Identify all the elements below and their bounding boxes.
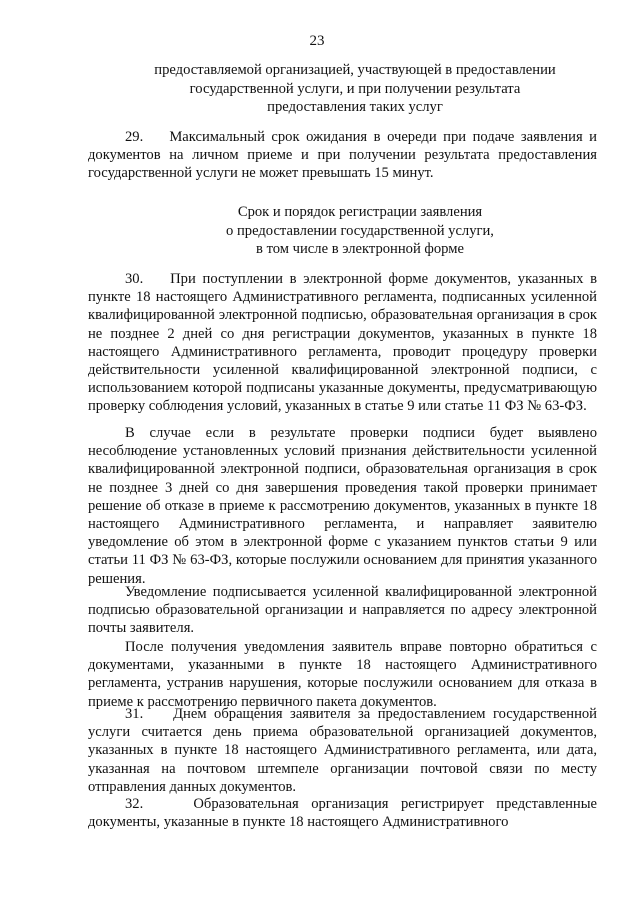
section-heading-continued [120,61,590,117]
heading-line: о предоставлении государственной услуги, [226,222,494,239]
paragraph-30: 30. При поступлении в электронной форме документов, указанных в пункте 18 настоящего Административного регламента, подписанных усиленной квалифицированной электронной подписью, образовательная организация в срок не позднее 2 дней со дня регистрации документов, указанных в пункте 18 настоящего Административного регламента, проводит процедуру проверки действительности усиленной квалифицированной электронной подписи, с использованием которой подписаны указанные документы, предусматривающую проверку соблюдения условий, указанных в статье 9 или статье 11 ФЗ № 63-ФЗ. [88,271,597,415]
paragraph-30-notification: Уведомление подписывается усиленной квалифицированной электронной подписью образовательной организации и направляется по адресу электронной почты заявителя. [88,584,597,637]
heading-line: предоставляемой организацией, участвующей в предоставлении [154,62,556,78]
heading-line: в том числе в электронной форме [256,241,464,257]
paragraph-29: 29. Максимальный срок ожидания в очереди при подаче заявления и документов на личном приеме и при получении результата предоставления государственной услуги не может превышать 15 минут. [88,129,597,182]
heading-line: предоставления таких услуг [267,99,443,115]
paragraph-32: 32. Образовательная организация регистрирует представленные документы, указанные в пункте 18 настоящего Административного [88,796,597,831]
heading-line: государственной услуги, и при получении результата [189,80,521,97]
paragraph-30-signature-check: В случае если в результате проверки подписи будет выявлено несоблюдение установленных условий признания действительности усиленной квалифицированной электронной подписи, образовательная организация в срок не позднее 3 дней со дня завершения проведения такой проверки принимает решение об отказе в приеме к рассмотрению документов, указанных в пункте 18 настоящего Административного регламента, и направляет заявителю уведомление об этом в электронной форме с указанием пунктов статьи 9 или статьи 11 ФЗ № 63-ФЗ, которые послужили основанием для принятия указанного решения. [88,425,597,587]
heading-line: Срок и порядок регистрации заявления [237,204,483,220]
page-number: 23 [309,33,325,49]
paragraph-31: 31. Днем обращения заявителя за предоставлением государственной услуги считается день приема образовательной организацией документов, указанных в пункте 18 настоящего Административного регламента, или дата, указанная на почтовом штемпеле организации почтовой связи по месту отправления данных документов. [88,706,597,795]
section-heading-registration [140,203,580,259]
paragraph-30-resubmission: После получения уведомления заявитель вправе повторно обратиться с документами, указанными в пункте 18 настоящего Административного регламента, устранив нарушения, которые послужили основанием для отказа в приеме к рассмотрению первичного пакета документов. [88,639,597,710]
